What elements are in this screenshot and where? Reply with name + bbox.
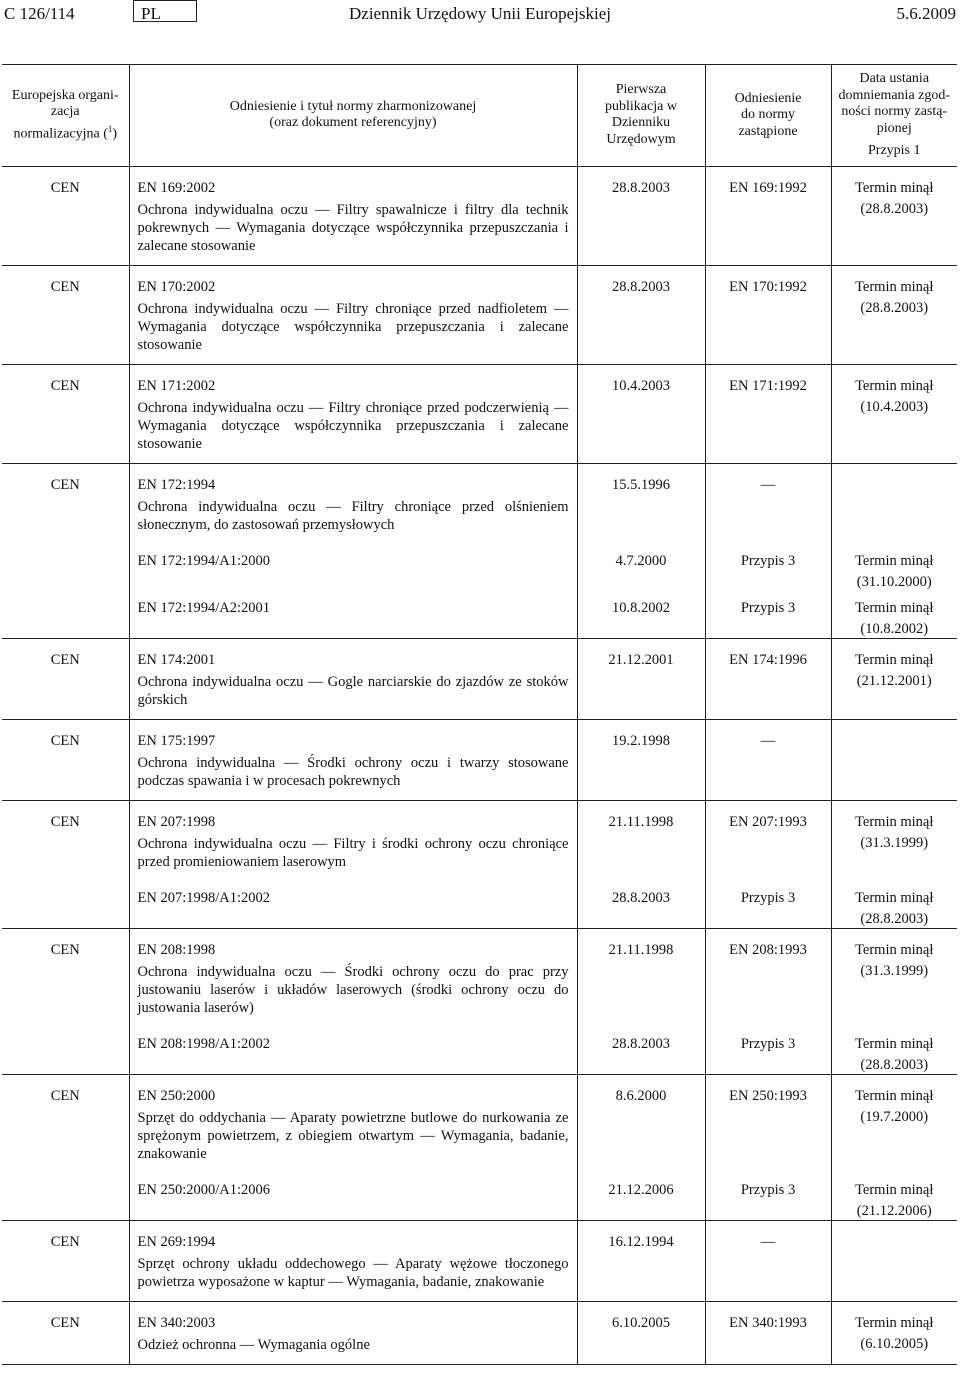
amendment-row: [2, 544, 957, 591]
reference-cell: [129, 1074, 577, 1173]
organisation-cell: [2, 1173, 129, 1221]
superseded-standard-cell: EN 169:1992: [705, 166, 831, 265]
reference-cell: [129, 928, 577, 1027]
superseded-standard-cell: EN 171:1992: [705, 364, 831, 463]
publication-date-cell: 28.8.2003: [577, 881, 705, 929]
publication-date-cell: 10.4.2003: [577, 364, 705, 463]
reference-cell: [129, 800, 577, 881]
organisation-cell: CEN: [2, 166, 129, 265]
organisation-cell: CEN: [2, 1301, 129, 1364]
reference-cell: [129, 1173, 577, 1221]
publication-date-cell: 21.11.1998: [577, 928, 705, 1027]
cessation-date: (28.8.2003): [860, 910, 929, 927]
cessation-status: Termin minął: [855, 1087, 934, 1104]
organisation-cell: CEN: [2, 800, 129, 881]
cessation-date: (31.3.1999): [860, 834, 929, 851]
cessation-date: (19.7.2000): [860, 1108, 929, 1125]
cessation-cell: [831, 719, 957, 800]
cessation-cell: [831, 463, 957, 544]
cessation-date: (28.8.2003): [860, 200, 929, 217]
standard-title: Ochrona indywidualna oczu — Filtry chroniące przed nadfioletem — Wymagania dotyczące współczynnika przepuszczania i zalecane stosowanie: [137, 300, 569, 353]
publication-date-cell: 28.8.2003: [577, 265, 705, 364]
language-code: PL: [141, 4, 161, 23]
standard-row: [2, 928, 957, 1027]
standard-title: Sprzęt ochrony układu oddechowego — Aparaty wężowe tłoczonego powietrza wyposażone w kaptur — Wymagania, badanie, znakowanie: [137, 1255, 569, 1290]
standard-code: EN 208:1998: [137, 941, 216, 958]
organisation-cell: CEN: [2, 265, 129, 364]
standard-code: EN 250:2000: [137, 1087, 216, 1104]
standard-title: Ochrona indywidualna oczu — Środki ochrony oczu do prac przy justowaniu laserów i układów laserowych (środki ochrony oczu do justowania laserów): [137, 963, 569, 1016]
cessation-status: Termin minął: [855, 552, 934, 569]
superseded-standard-cell: —: [705, 463, 831, 544]
standard-row: [2, 719, 957, 800]
publication-date-cell: 10.8.2002: [577, 591, 705, 639]
standard-title: Ochrona indywidualna oczu — Filtry chroniące przed olśnieniem słonecznym, do zastosowań przemysłowych: [137, 498, 569, 533]
standard-code: EN 269:1994: [137, 1233, 216, 1250]
cessation-status: Termin minął: [855, 1035, 934, 1052]
publication-date-cell: 21.11.1998: [577, 800, 705, 881]
cessation-cell: [831, 364, 957, 463]
superseded-standard-cell: Przypis 3: [705, 544, 831, 591]
standard-row: [2, 265, 957, 364]
header-first-publication: Pierwsza publikacja w Dzienniku Urzędowym: [577, 65, 705, 167]
cessation-cell: [831, 591, 957, 639]
superseded-standard-cell: —: [705, 719, 831, 800]
organisation-cell: CEN: [2, 638, 129, 719]
publication-date-cell: 6.10.2005: [577, 1301, 705, 1364]
header-superseded: Odniesienie do normy zastąpione: [705, 65, 831, 167]
cessation-date: (21.12.2006): [856, 1202, 932, 1219]
standard-row: [2, 166, 957, 265]
cessation-status: Termin minął: [855, 813, 934, 830]
page-number: C 126/114: [4, 4, 75, 23]
standard-row: [2, 1301, 957, 1364]
standards-table: [2, 64, 957, 1365]
organisation-cell: CEN: [2, 1074, 129, 1173]
standard-code: EN 172:1994/A2:2001: [137, 599, 271, 616]
superseded-standard-cell: Przypis 3: [705, 1027, 831, 1075]
superseded-standard-cell: EN 174:1996: [705, 638, 831, 719]
cessation-date: (28.8.2003): [860, 1056, 929, 1073]
standard-code: EN 207:1998/A1:2002: [137, 889, 271, 906]
standard-title: Ochrona indywidualna oczu — Filtry i środki ochrony oczu chroniące przed promieniowaniem laserowym: [137, 835, 569, 870]
header-cessation-date: Data ustania domniemania zgod- ności normy zastą- pionej Przypis 1: [831, 65, 957, 167]
publication-date-cell: 21.12.2006: [577, 1173, 705, 1221]
cessation-status: Termin minął: [855, 1181, 934, 1198]
reference-cell: [129, 544, 577, 591]
publication-date-cell: 8.6.2000: [577, 1074, 705, 1173]
cessation-cell: [831, 638, 957, 719]
standard-code: EN 172:1994/A1:2000: [137, 552, 271, 569]
standard-code: EN 208:1998/A1:2002: [137, 1035, 271, 1052]
cessation-cell: [831, 1074, 957, 1173]
standard-title: Sprzęt do oddychania — Aparaty powietrzne butlowe do nurkowania ze sprężonym powietrzem, z obiegiem otwartym — Wymagania, badanie, znakowanie: [137, 1109, 569, 1162]
superseded-standard-cell: —: [705, 1220, 831, 1301]
cessation-status: Termin minął: [855, 651, 934, 668]
standard-code: EN 171:2002: [137, 377, 216, 394]
standard-row: [2, 463, 957, 544]
issue-date: 5.6.2009: [896, 4, 956, 23]
publication-date-cell: 4.7.2000: [577, 544, 705, 591]
standard-row: [2, 364, 957, 463]
reference-cell: [129, 881, 577, 929]
footnote-marker: 1: [107, 123, 113, 134]
standard-row: [2, 638, 957, 719]
standard-title: Ochrona indywidualna oczu — Gogle narciarskie do zjazdów ze stoków górskich: [137, 673, 569, 708]
reference-cell: [129, 364, 577, 463]
cessation-cell: [831, 166, 957, 265]
superseded-standard-cell: Przypis 3: [705, 1173, 831, 1221]
cessation-cell: [831, 1301, 957, 1364]
organisation-cell: CEN: [2, 364, 129, 463]
page-header: [0, 0, 960, 28]
standard-row: [2, 1074, 957, 1173]
cessation-cell: [831, 1220, 957, 1301]
cessation-status: Termin minął: [855, 278, 934, 295]
reference-cell: [129, 166, 577, 265]
organisation-cell: [2, 881, 129, 929]
cessation-status: Termin minął: [855, 599, 934, 616]
cessation-cell: [831, 800, 957, 881]
cessation-cell: [831, 881, 957, 929]
standard-code: EN 172:1994: [137, 476, 216, 493]
standard-code: EN 340:2003: [137, 1314, 216, 1331]
superseded-standard-cell: EN 207:1993: [705, 800, 831, 881]
superseded-standard-cell: EN 250:1993: [705, 1074, 831, 1173]
standard-code: EN 250:2000/A1:2006: [137, 1181, 271, 1198]
standard-code: EN 207:1998: [137, 813, 216, 830]
standard-code: EN 175:1997: [137, 732, 216, 749]
cessation-cell: [831, 1027, 957, 1075]
amendment-row: [2, 881, 957, 929]
publication-date-cell: 19.2.1998: [577, 719, 705, 800]
reference-cell: [129, 719, 577, 800]
organisation-cell: CEN: [2, 719, 129, 800]
cessation-status: Termin minął: [855, 377, 934, 394]
organisation-cell: CEN: [2, 1220, 129, 1301]
standard-code: EN 170:2002: [137, 278, 216, 295]
standard-title: Ochrona indywidualna — Środki ochrony oczu i twarzy stosowane podczas spawania i w procesach pokrewnych: [137, 754, 569, 789]
organisation-cell: CEN: [2, 928, 129, 1027]
organisation-cell: [2, 1027, 129, 1075]
reference-cell: [129, 638, 577, 719]
table-header-row: [2, 65, 957, 167]
reference-cell: [129, 1301, 577, 1364]
amendment-row: [2, 1027, 957, 1075]
reference-cell: [129, 463, 577, 544]
reference-cell: [129, 591, 577, 639]
cessation-cell: [831, 1173, 957, 1221]
standard-title: Ochrona indywidualna oczu — Filtry chroniące przed podczerwienią — Wymagania dotyczące współczynnika przepuszczania i zalecane stosowanie: [137, 399, 569, 452]
standard-title: Odzież ochronna — Wymagania ogólne: [137, 1336, 370, 1353]
organisation-cell: [2, 544, 129, 591]
cessation-date: (21.12.2001): [856, 672, 932, 689]
superseded-standard-cell: EN 170:1992: [705, 265, 831, 364]
cessation-status: Termin minął: [855, 889, 934, 906]
cessation-status: Termin minął: [855, 1314, 934, 1331]
reference-cell: [129, 265, 577, 364]
cessation-date: (31.3.1999): [860, 962, 929, 979]
publication-date-cell: 16.12.1994: [577, 1220, 705, 1301]
cessation-date: (28.8.2003): [860, 299, 929, 316]
cessation-cell: [831, 544, 957, 591]
publication-date-cell: 28.8.2003: [577, 1027, 705, 1075]
standard-title: Ochrona indywidualna oczu — Filtry spawalnicze i filtry dla technik pokrewnych — Wymagania dotyczące współczynnika przepuszczania i zalecane stosowanie: [137, 201, 569, 254]
header-organisation: Europejska organi- zacja normalizacyjna ($^1$): [2, 65, 129, 167]
cessation-date: (10.8.2002): [860, 620, 929, 637]
journal-title: Dziennik Urzędowy Unii Europejskiej: [349, 4, 612, 23]
superseded-standard-cell: Przypis 3: [705, 881, 831, 929]
amendment-row: [2, 591, 957, 639]
cessation-date: (10.4.2003): [860, 398, 929, 415]
cessation-status: Termin minął: [855, 179, 934, 196]
cessation-cell: [831, 928, 957, 1027]
reference-cell: [129, 1027, 577, 1075]
superseded-standard-cell: EN 208:1993: [705, 928, 831, 1027]
standard-row: [2, 800, 957, 881]
cessation-cell: [831, 265, 957, 364]
header-reference: Odniesienie i tytuł normy zharmonizowanej (oraz dokument referencyjny): [129, 65, 577, 167]
superseded-standard-cell: EN 340:1993: [705, 1301, 831, 1364]
cessation-status: Termin minął: [855, 941, 934, 958]
standard-code: EN 174:2001: [137, 651, 216, 668]
publication-date-cell: 28.8.2003: [577, 166, 705, 265]
cessation-date: (31.10.2000): [856, 573, 932, 590]
publication-date-cell: 21.12.2001: [577, 638, 705, 719]
publication-date-cell: 15.5.1996: [577, 463, 705, 544]
organisation-cell: [2, 591, 129, 639]
amendment-row: [2, 1173, 957, 1221]
superseded-standard-cell: Przypis 3: [705, 591, 831, 639]
standard-code: EN 169:2002: [137, 179, 216, 196]
organisation-cell: CEN: [2, 463, 129, 544]
standard-row: [2, 1220, 957, 1301]
reference-cell: [129, 1220, 577, 1301]
cessation-date: (6.10.2005): [860, 1335, 929, 1352]
